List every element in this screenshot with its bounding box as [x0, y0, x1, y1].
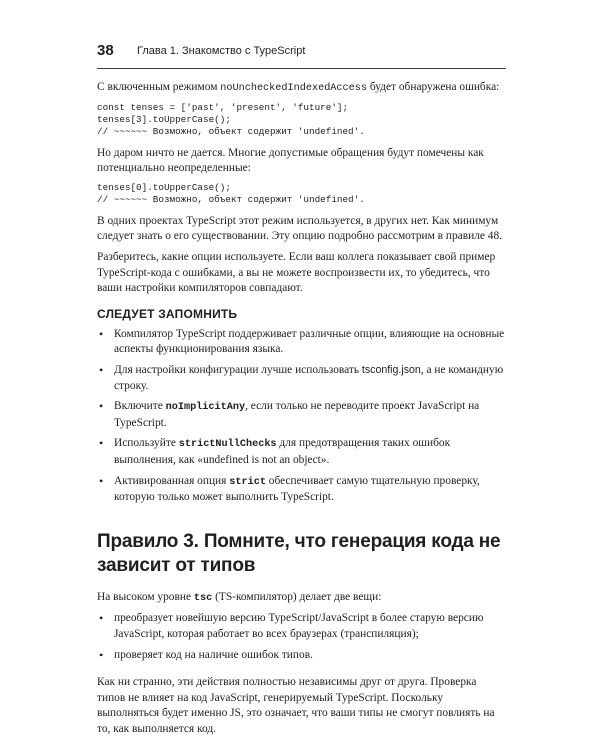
page-header	[97, 40, 506, 69]
list-item: • Для настройки конфигурации лучше использовать tsconfig.json, а не командную строку.	[99, 362, 504, 392]
paragraph-unchecked-intro: С включенным режимом noUncheckedIndexedAccess будет обнаружена ошибка:	[97, 81, 500, 94]
bullet-icon: •	[99, 399, 104, 414]
paragraph-options: Разберитесь, какие опции используете. Если ваш коллега показывает свой пример TypeScript-кода с ошибками, а вы не можете воспроизвести их, то убедитесь, что ваши настройки компиляторов совпадают.	[97, 251, 496, 295]
paragraph-projects: В одних проектах TypeScript этот режим используется, в других нет. Как минимум следует знать о его существовании. Эту опцию подробно рассмотрим в правиле 48.	[97, 214, 503, 243]
list-item: • Компилятор TypeScript поддерживает различные опции, влияющие на основные аспекты функционирования языка.	[99, 326, 505, 356]
inline-code: strict	[229, 476, 266, 488]
bullet-icon: •	[99, 436, 104, 451]
filename: tsconfig.json	[361, 363, 421, 376]
inline-code: noUncheckedIndexedAccess	[220, 83, 367, 94]
bullet-icon: •	[99, 326, 104, 341]
remember-heading: СЛЕДУЕТ ЗАПОМНИТЬ	[97, 306, 238, 321]
list-item: • Используйте strictNullChecks для предотвращения таких ошибок выполнения, как «undefined is not an object».	[99, 436, 451, 466]
code-block-1: const tenses = ['past', 'present', 'future']; tenses[3].toUpperCase(); // ~~~~~~ Возможно, объект содержит 'undefined'.	[97, 101, 365, 138]
list-item: • Активированная опция strict обеспечивает самую тщательную проверку, которую только может выполнить TypeScript.	[99, 473, 480, 504]
tsc-list	[97, 611, 507, 663]
page-content	[97, 80, 507, 742]
list-item: • проверяет код на наличие ошибок типов.	[99, 647, 313, 662]
bullet-icon: •	[99, 647, 104, 662]
inline-code: strictNullChecks	[178, 439, 277, 451]
page-number: 38	[97, 42, 114, 59]
paragraph-tsc-intro: На высоком уровне tsc (TS-компилятор) делает две вещи:	[97, 590, 382, 604]
list-item: • Включите noImplicitAny, если только не переводите проект JavaScript на TypeScript.	[99, 399, 480, 429]
remember-list	[97, 327, 507, 506]
inline-code: noImplicitAny	[165, 402, 246, 414]
paragraph-cost: Но даром ничто не дается. Многие допустимые обращения будут помечены как потенциально неопределенные:	[97, 146, 484, 175]
bullet-icon: •	[99, 473, 104, 488]
code-block-2: tenses[0].toUpperCase(); // ~~~~~~ Возможно, объект содержит 'undefined'.	[97, 182, 365, 206]
paragraph-independence: Как ни странно, эти действия полностью независимы друг от друга. Проверка типов не влияет на код JavaScript, генерируемый TypeScript. Поскольку выполняться будет именно JS, это означает, что ваши типы не смогут повлиять на то, как выполняется код.	[97, 676, 495, 735]
inline-code: tsc	[193, 592, 213, 604]
list-item: • преобразует новейшую версию TypeScript/JavaScript в более старую версию JavaScript, которая работает во всех браузерах (транспиляция);	[99, 611, 484, 640]
bullet-icon: •	[99, 611, 104, 626]
running-head: Глава 1. Знакомство с TypeScript	[137, 45, 306, 57]
rule-3-heading: Правило 3. Помните, что генерация кода не зависит от типов	[97, 530, 501, 576]
bullet-icon: •	[99, 362, 104, 377]
